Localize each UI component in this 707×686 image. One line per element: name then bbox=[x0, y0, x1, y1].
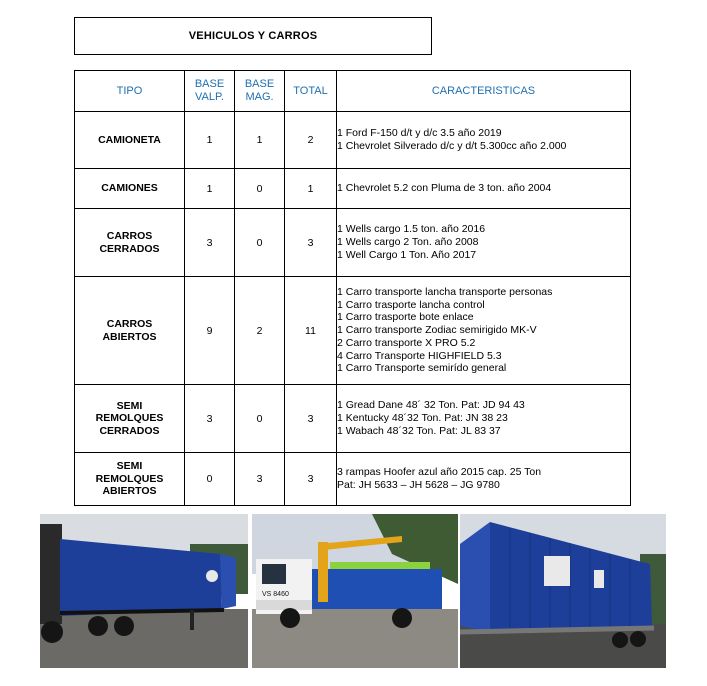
caracteristica-line: 1 Wells cargo 1.5 ton. año 2016 bbox=[337, 223, 486, 236]
caracteristica-line: 1 Well Cargo 1 Ton. Año 2017 bbox=[337, 248, 477, 261]
header-base-valp bbox=[185, 71, 235, 112]
tipo-line: CARROS bbox=[106, 230, 153, 242]
caracteristica-line: 1 Carro transporte Zodiac semirigido MK-V bbox=[337, 324, 537, 337]
table-row bbox=[75, 112, 631, 169]
row-caracteristicas bbox=[337, 277, 631, 385]
table-row bbox=[75, 209, 631, 277]
tipo-line: ABIERTOS bbox=[102, 485, 157, 498]
tipo-line: REMOLQUES bbox=[95, 412, 164, 425]
caracteristica-line: 3 rampas Hoofer azul año 2015 cap. 25 Ton bbox=[337, 466, 542, 479]
tipo-line: CERRADOS bbox=[99, 242, 160, 255]
header-base-mag-line1: BASE bbox=[244, 78, 275, 90]
row-total: 3 bbox=[285, 385, 337, 453]
table-row bbox=[75, 453, 631, 506]
header-caracteristicas: CARACTERISTICAS bbox=[337, 71, 631, 112]
caracteristica-line: Pat: JH 5633 – JH 5628 – JG 9780 bbox=[337, 479, 500, 491]
semitrailer-illustration bbox=[40, 514, 248, 668]
row-base-valp: 3 bbox=[185, 209, 235, 277]
row-base-valp: 1 bbox=[185, 169, 235, 209]
photo-crane-truck bbox=[252, 514, 458, 668]
tipo-line: SEMI bbox=[116, 460, 143, 473]
header-base-mag bbox=[235, 71, 285, 112]
row-tipo bbox=[75, 453, 185, 506]
row-tipo bbox=[75, 209, 185, 277]
caracteristica-line: 4 Carro Transporte HIGHFIELD 5.3 bbox=[337, 349, 502, 362]
caracteristica-line: 1 Carro trasporte lancha control bbox=[337, 298, 485, 311]
document-title: VEHICULOS Y CARROS bbox=[74, 17, 432, 55]
row-tipo bbox=[75, 169, 185, 209]
tipo-line: ABIERTOS bbox=[102, 330, 157, 343]
row-base-mag: 0 bbox=[235, 169, 285, 209]
row-total: 1 bbox=[285, 169, 337, 209]
caracteristica-line: 1 Carro Transporte semirído general bbox=[337, 362, 507, 375]
row-base-mag: 0 bbox=[235, 385, 285, 453]
row-caracteristicas bbox=[337, 169, 631, 209]
row-tipo bbox=[75, 112, 185, 169]
row-tipo bbox=[75, 385, 185, 453]
row-caracteristicas bbox=[337, 112, 631, 169]
caracteristica-line: 1 Kentucky 48´32 Ton. Pat: JN 38 23 bbox=[337, 412, 508, 425]
row-total: 2 bbox=[285, 112, 337, 169]
row-total: 3 bbox=[285, 453, 337, 506]
tipo-line: REMOLQUES bbox=[95, 472, 164, 485]
table-row bbox=[75, 277, 631, 385]
row-base-valp: 9 bbox=[185, 277, 235, 385]
row-total: 3 bbox=[285, 209, 337, 277]
caracteristica-line: 1 Wabach 48´32 Ton. Pat: JL 83 37 bbox=[337, 424, 501, 437]
tipo-line: CERRADOS bbox=[99, 424, 160, 437]
tipo-line: CAMIONETA bbox=[98, 133, 161, 146]
header-total: TOTAL bbox=[285, 71, 337, 112]
photo-container-flatbed bbox=[460, 514, 666, 668]
row-base-valp: 0 bbox=[185, 453, 235, 506]
row-total: 11 bbox=[285, 277, 337, 385]
caracteristica-line: 1 Ford F-150 d/t y d/c 3.5 año 2019 bbox=[337, 127, 502, 140]
row-base-valp: 3 bbox=[185, 385, 235, 453]
caracteristica-line: 2 Carro transporte X PRO 5.2 bbox=[337, 336, 476, 349]
row-base-mag: 2 bbox=[235, 277, 285, 385]
header-base-valp-line1: BASE bbox=[194, 78, 225, 90]
tipo-line: CARROS bbox=[106, 318, 153, 330]
tipo-line: SEMI bbox=[116, 399, 143, 412]
caracteristica-line: 1 Wells cargo 2 Ton. año 2008 bbox=[337, 236, 479, 249]
header-base-mag-line2: MAG. bbox=[245, 91, 274, 103]
caracteristica-line: 1 Gread Dane 48´ 32 Ton. Pat: JD 94 43 bbox=[337, 399, 525, 412]
truck-plate: VS 8460 bbox=[262, 591, 289, 598]
crane-truck-illustration bbox=[252, 514, 458, 668]
header-base-valp-line2: VALP. bbox=[195, 91, 224, 103]
tipo-line: CAMIONES bbox=[101, 182, 158, 195]
photo-closed-semitrailer bbox=[40, 514, 248, 668]
container-illustration bbox=[460, 514, 666, 668]
header-tipo: TIPO bbox=[75, 71, 185, 112]
table-row bbox=[75, 385, 631, 453]
row-base-mag: 3 bbox=[235, 453, 285, 506]
caracteristica-line: 1 Chevrolet 5.2 con Pluma de 3 ton. año 2004 bbox=[337, 182, 552, 195]
table-row bbox=[75, 169, 631, 209]
row-base-mag: 0 bbox=[235, 209, 285, 277]
table-header-row bbox=[75, 71, 631, 112]
row-caracteristicas bbox=[337, 385, 631, 453]
row-base-valp: 1 bbox=[185, 112, 235, 169]
row-caracteristicas bbox=[337, 453, 631, 506]
row-base-mag: 1 bbox=[235, 112, 285, 169]
caracteristica-line: 1 Chevrolet Silverado d/c y d/t 5.300cc año 2.000 bbox=[337, 140, 567, 152]
caracteristica-line: 1 Carro trasporte bote enlace bbox=[337, 311, 474, 324]
row-tipo bbox=[75, 277, 185, 385]
vehicles-table bbox=[74, 70, 631, 506]
row-caracteristicas bbox=[337, 209, 631, 277]
caracteristica-line: 1 Carro transporte lancha transporte personas bbox=[337, 285, 553, 298]
